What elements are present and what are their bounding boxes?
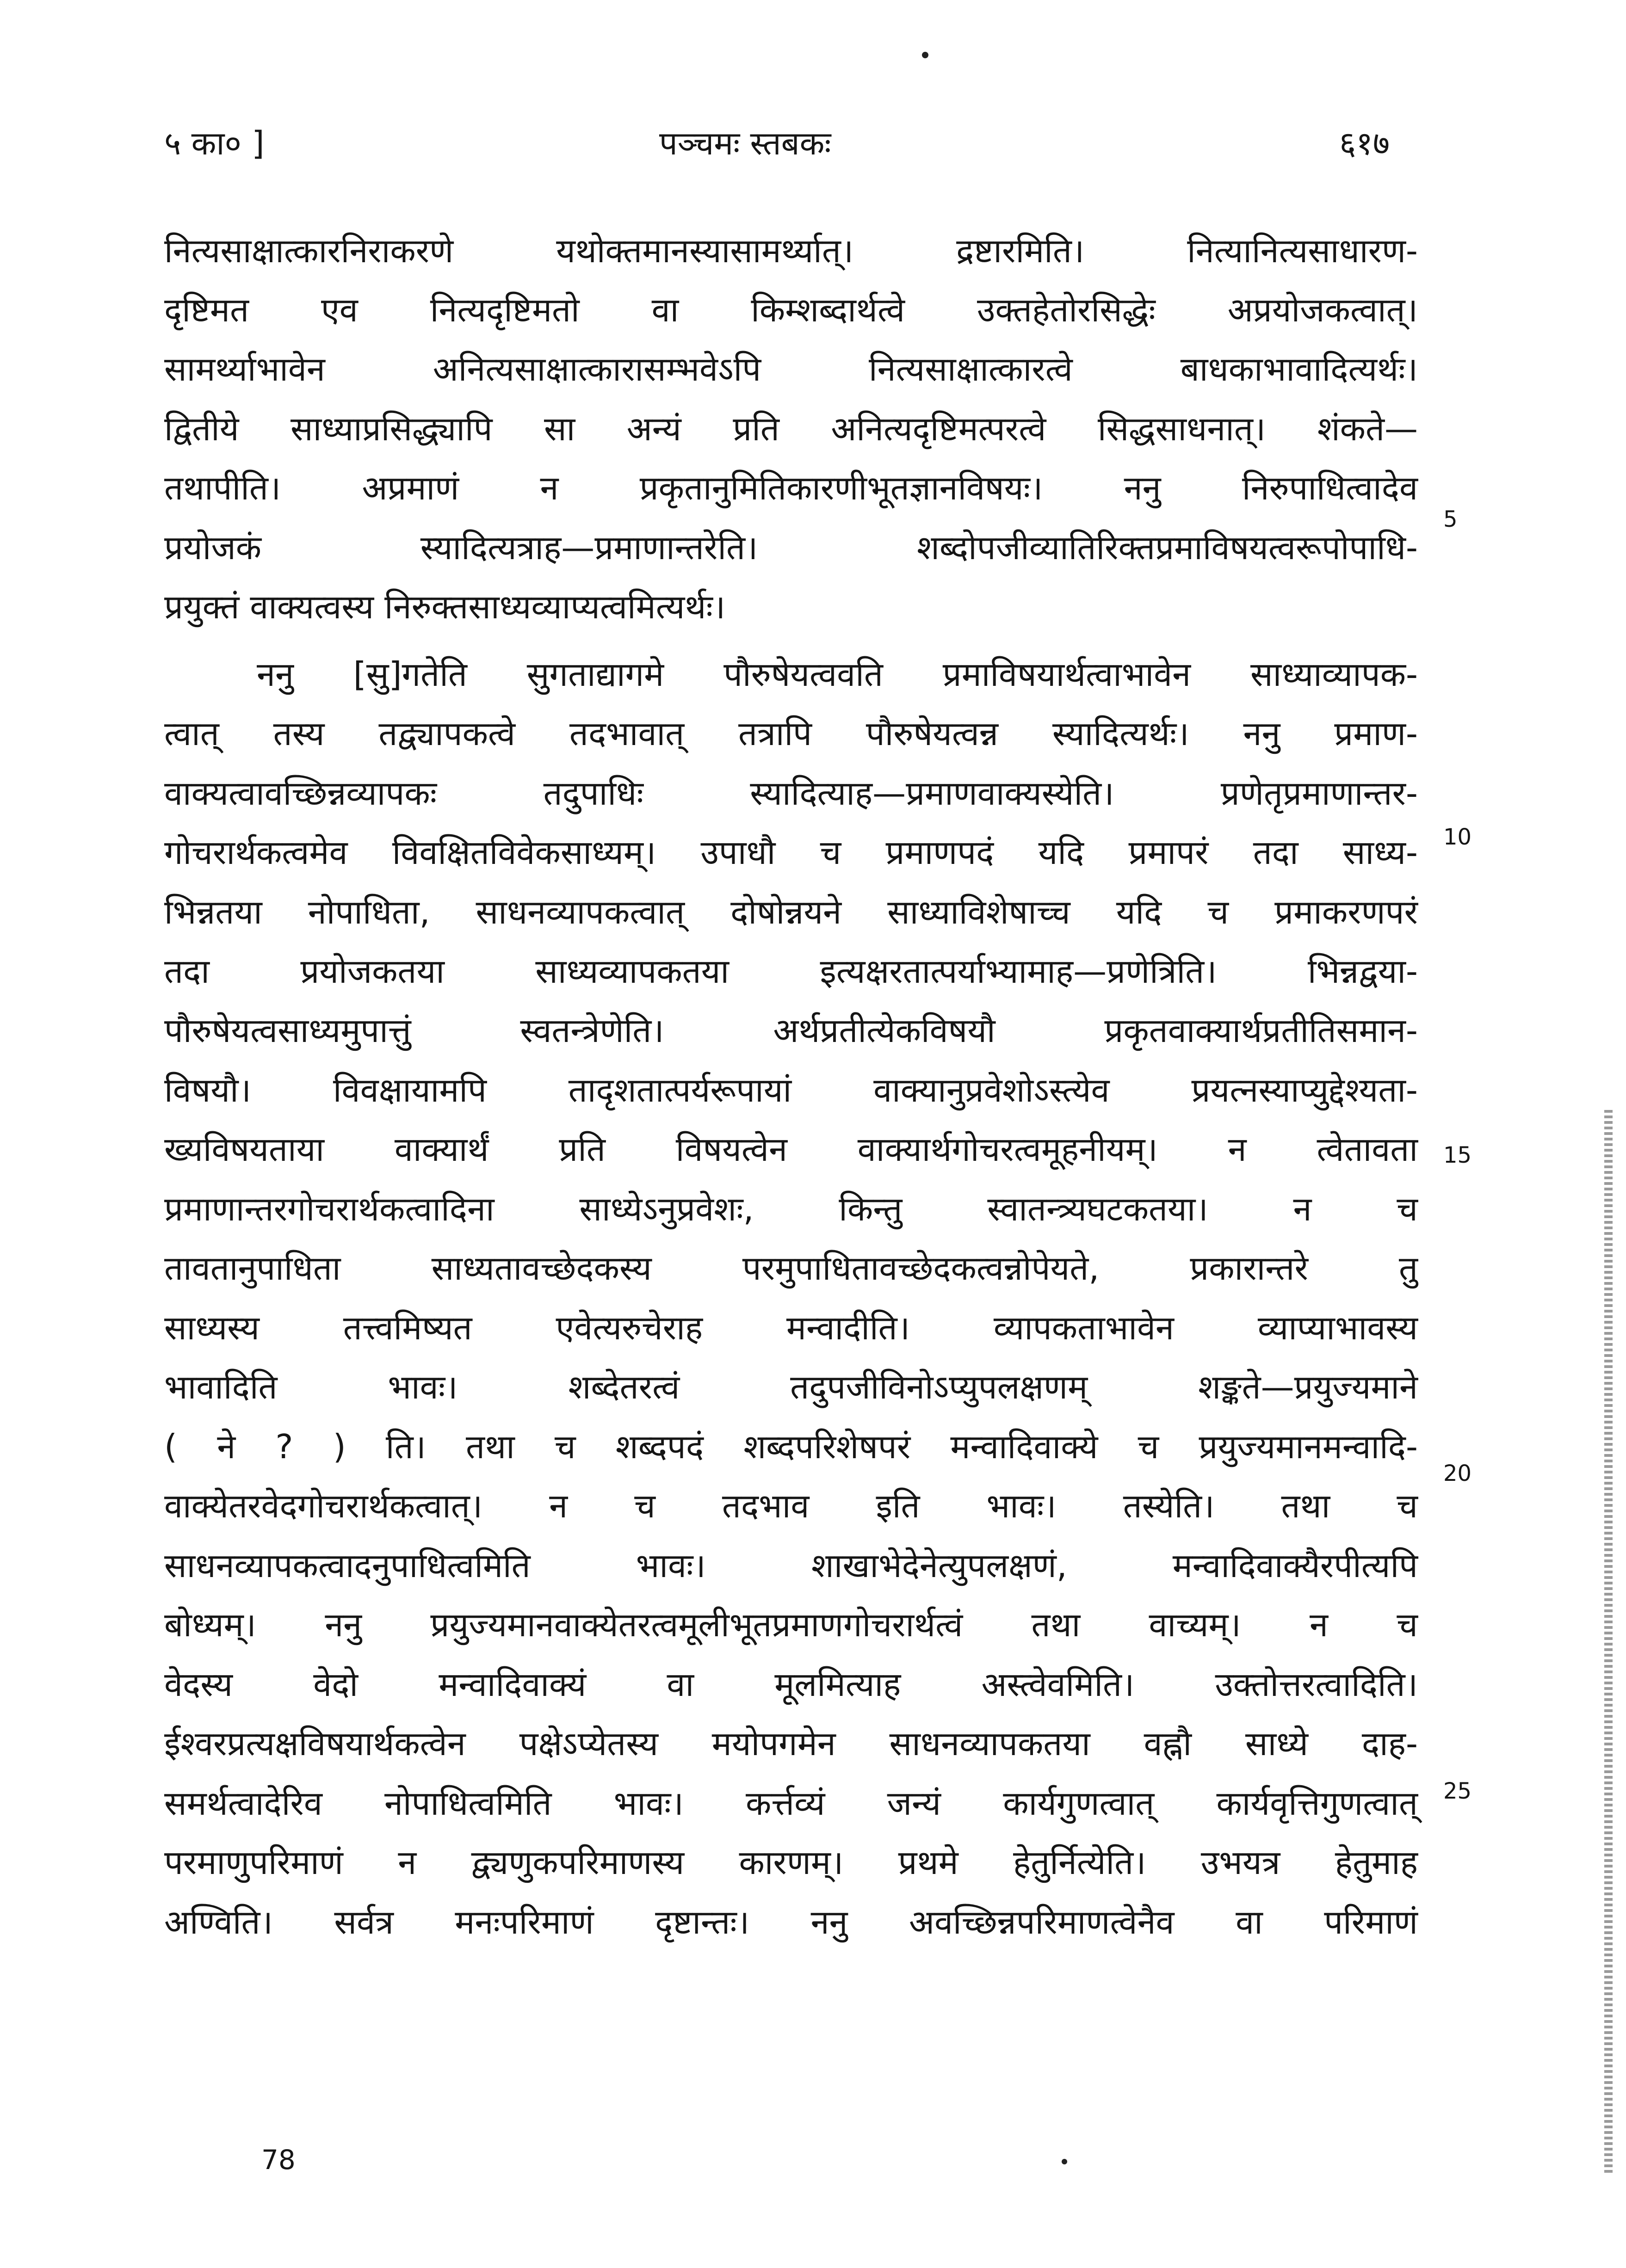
text-line: अण्विति। सर्वत्र मनःपरिमाणं दृष्टान्तः। ननु अवच्छिन्नपरिमाणत्वेनैव वा परिमाणं — [164, 1903, 1418, 1941]
text-line: प्रयोजकं स्यादित्यत्राह—प्रमाणान्तरेति। शब्दोपजीव्यातिरिक्तप्रमाविषयत्वरूपोपाधि- — [164, 528, 1418, 567]
text-line: प्रमाणान्तरगोचरार्थकत्वादिना साध्येऽनुप्रवेशः, किन्तु स्वातन्त्र्यघटकतया। न च — [164, 1189, 1418, 1228]
text-line: भिन्नतया नोपाधिता, साधनव्यापकत्वात् दोषोन्नयने साध्याविशेषाच्च यदि च प्रमाकरणपरं — [164, 893, 1418, 931]
text-line: वाक्येतरवेदगोचरार्थकत्वात्। न च तदभाव इति भावः। तस्येति। तथा च — [164, 1486, 1418, 1525]
text-line: वाक्यत्वावच्छिन्नव्यापकः तदुपाधिः स्यादित्याह—प्रमाणवाक्यस्येति। प्रणेतृप्रमाणान्तर- — [164, 774, 1418, 813]
line-number-marker: 15 — [1443, 1142, 1472, 1168]
text-line: पौरुषेयत्वसाध्यमुपात्तुं स्वतन्त्रेणेति। अर्थप्रतीत्येकविषयौ प्रकृतवाक्यार्थप्रतीतिसमान- — [164, 1011, 1418, 1050]
text-line: साध्यस्य तत्त्वमिष्यत एवेत्यरुचेराह मन्वादीति। व्यापकताभावेन व्याप्याभावस्य — [164, 1308, 1418, 1347]
text-line: द्वितीये साध्याप्रसिद्ध्यापि सा अन्यं प्रति अनित्यदृष्टिमत्परत्वे सिद्धसाधनात्। शंकते— — [164, 409, 1418, 448]
text-line: तावतानुपाधिता साध्यतावच्छेदकस्य परमुपाधितावच्छेदकत्वन्नोपेयते, प्रकारान्तरे तु — [164, 1249, 1418, 1288]
text-line: बोध्यम्। ननु प्रयुज्यमानवाक्येतरत्वमूलीभूतप्रमाणगोचरार्थत्वं तथा वाच्यम्। न च — [164, 1605, 1418, 1644]
text-line: तथापीति। अप्रमाणं न प्रकृतानुमितिकारणीभूतज्ञानविषयः। ननु निरुपाधित्वादेव — [164, 468, 1418, 507]
line-number-marker: 5 — [1443, 506, 1458, 532]
text-line: ख्यविषयताया वाक्यार्थं प्रति विषयत्वेन वाक्यार्थगोचरत्वमूहनीयम्। न त्वेतावता — [164, 1130, 1418, 1169]
line-number-marker: 25 — [1443, 1778, 1472, 1804]
text-line: वेदस्य वेदो मन्वादिवाक्यं वा मूलमित्याह अस्त्वेवमिति। उक्तोत्तरत्वादिति। — [164, 1665, 1418, 1704]
text-line: सामर्थ्याभावेन अनित्यसाक्षात्कारासम्भवेऽपि नित्यसाक्षात्कारत्वे बाधकाभावादित्यर्थः। — [164, 350, 1418, 388]
signature-mark: 78 — [261, 2144, 296, 2176]
ink-speck — [922, 52, 928, 58]
text-line: भावादिति भावः। शब्देतरत्वं तदुपजीविनोऽप्युपलक्षणम् शङ्कते—प्रयुज्यमाने — [164, 1368, 1418, 1406]
text-line: तदा प्रयोजकतया साध्यव्यापकतया इत्यक्षरतात्पर्याभ्यामाह—प्रणेत्रिति। भिन्नद्वया- — [164, 952, 1418, 991]
page-edge-shadow — [1604, 1110, 1613, 2174]
ink-speck — [1062, 2159, 1067, 2164]
text-line: प्रयुक्तं वाक्यत्वस्य निरुक्तसाध्यव्याप्यत्वमित्यर्थः। — [164, 587, 726, 626]
text-line: विषयौ। विवक्षायामपि तादृशतात्पर्यरूपायां वाक्यानुप्रवेशोऽस्त्येव प्रयत्नस्याप्युद्देश्यता- — [164, 1071, 1418, 1109]
text-line: समर्थत्वादेरिव नोपाधित्वमिति भावः। कर्त्तव्यं जन्यं कार्यगुणत्वात् कार्यवृत्तिगुणत्वात् — [164, 1784, 1418, 1823]
line-number-marker: 20 — [1443, 1461, 1472, 1486]
text-line: दृष्टिमत एव नित्यदृष्टिमतो वा किम्शब्दार्थत्वे उक्तहेतोरसिद्धेः अप्रयोजकत्वात्। — [164, 290, 1418, 329]
text-line: साधनव्यापकत्वादनुपाधित्वमिति भावः। शाखाभेदेनेत्युपलक्षणं, मन्वादिवाक्यैरपीत्यपि — [164, 1546, 1418, 1585]
text-line: ईश्वरप्रत्यक्षविषयार्थकत्वेन पक्षेऽप्येतस्य मयोपगमेन साधनव्यापकतया वह्नौ साध्ये दाह- — [164, 1724, 1418, 1763]
line-number-marker: 10 — [1443, 824, 1472, 850]
text-line: ( ने ? ) ति। तथा च शब्दपदं शब्दपरिशेषपरं मन्वादिवाक्ये च प्रयुज्यमानमन्वादि- — [164, 1427, 1418, 1466]
header-chapter-title: पञ्चमः स्तबकः — [659, 124, 831, 162]
header-page-number: ६१७ — [1339, 124, 1390, 162]
text-line: त्वात् तस्य तद्व्यापकत्वे तदभावात् तत्रापि पौरुषेयत्वन्न स्यादित्यर्थः। ननु प्रमाण- — [164, 714, 1418, 753]
header-section-ref: ५ का० ] — [164, 124, 265, 162]
text-line: परमाणुपरिमाणं न द्व्यणुकपरिमाणस्य कारणम्। प्रथमे हेतुर्नित्येति। उभयत्र हेतुमाह — [164, 1843, 1418, 1882]
text-line: ननु [सु]गतेति सुगताद्यागमे पौरुषेयत्ववति प्रमाविषयार्थत्वाभावेन साध्याव्यापक- — [257, 655, 1418, 694]
text-line: नित्यसाक्षात्कारनिराकरणे यथोक्तमानस्यासामर्थ्यात्। द्रष्टारमिति। नित्यानित्यसाधारण- — [164, 231, 1418, 270]
text-line: गोचरार्थकत्वमेव विवक्षितविवेकसाध्यम्। उपाधौ च प्रमाणपदं यदि प्रमापरं तदा साध्य- — [164, 833, 1418, 872]
